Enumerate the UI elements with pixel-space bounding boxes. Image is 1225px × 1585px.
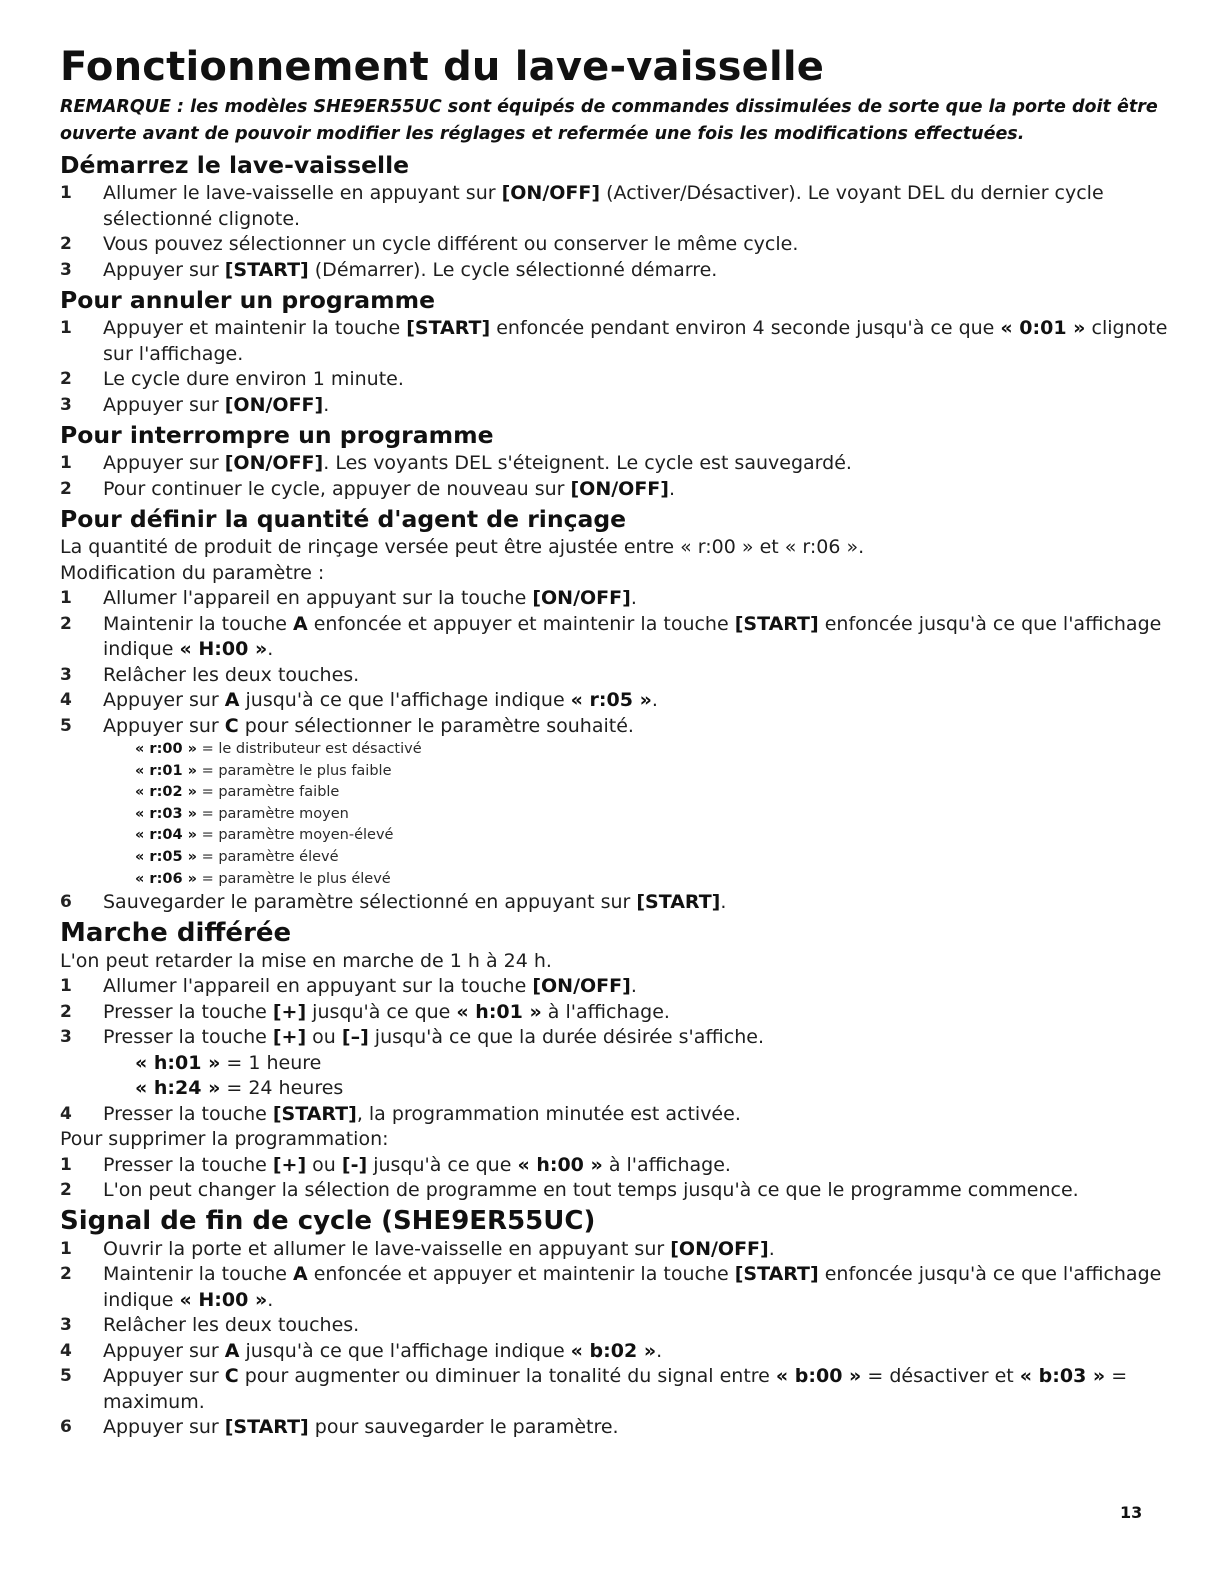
list-item: 2 Maintenir la touche A enfoncée et appuyer et maintenir la touche [START] enfoncée jusqu'à ce que l'affichage indique « H:00 ». xyxy=(60,612,1162,660)
list-item: 3 Relâcher les deux touches. xyxy=(60,1314,360,1337)
delay-intro: L'on peut retarder la mise en marche de 1 h à 24 h. xyxy=(60,949,552,972)
list-item: 2 Presser la touche [+] jusqu'à ce que « h:01 » à l'affichage. xyxy=(60,1000,670,1023)
steps-pause xyxy=(60,451,1170,502)
list-item: 2 Maintenir la touche A enfoncée et appuyer et maintenir la touche [START] enfoncée jusqu'à ce que l'affichage indique « H:00 ». xyxy=(60,1263,1162,1311)
list-item: 2 Pour continuer le cycle, appuyer de nouveau sur [ON/OFF]. xyxy=(60,477,676,500)
setting-item: « r:06 » = paramètre le plus élevé xyxy=(135,870,391,887)
steps-delay-cancel xyxy=(60,1153,1170,1204)
list-item: 4 Appuyer sur A jusqu'à ce que l'affichage indique « b:02 ». xyxy=(60,1339,663,1362)
heading-end-signal: Signal de fin de cycle (SHE9ER55UC) xyxy=(60,1205,596,1236)
setting-item: « r:01 » = paramètre le plus faible xyxy=(135,762,392,779)
list-item: 3 Appuyer sur [ON/OFF]. xyxy=(60,393,330,416)
list-item: 3 Presser la touche [+] ou [–] jusqu'à ce que la durée désirée s'affiche. xyxy=(60,1026,765,1049)
list-item: 1 Appuyer sur [ON/OFF]. Les voyants DEL s'éteignent. Le cycle est sauvegardé. xyxy=(60,452,852,474)
steps-delay xyxy=(60,974,1170,1051)
heading-delay-start: Marche différée xyxy=(60,917,292,948)
steps-cancel xyxy=(60,316,1170,418)
setting-item: « r:03 » = paramètre moyen xyxy=(135,805,349,822)
list-item: 1 Allumer le lave-vaisselle en appuyant sur [ON/OFF] (Activer/Désactiver). Le voyant DEL du dernier cycle sélectionné clignote. xyxy=(60,182,1104,230)
list-item: 1 Allumer l'appareil en appuyant sur la touche [ON/OFF]. xyxy=(60,587,637,609)
list-item: 6 Sauvegarder le paramètre sélectionné en appuyant sur [START]. xyxy=(60,891,727,914)
heading-start: Démarrez le lave-vaisselle xyxy=(60,151,410,179)
list-item: 3 Relâcher les deux touches. xyxy=(60,663,360,686)
steps-rinse xyxy=(60,586,1170,739)
list-item: 5 Appuyer sur C pour augmenter ou diminuer la tonalité du signal entre « b:00 » = désactiver et « b:03 » = maximum. xyxy=(60,1365,1128,1413)
setting-item: « r:04 » = paramètre moyen-élevé xyxy=(135,827,394,844)
list-item: 5 Appuyer sur C pour sélectionner le paramètre souhaité. xyxy=(60,714,634,737)
list-item: 4 Appuyer sur A jusqu'à ce que l'affichage indique « r:05 ». xyxy=(60,689,658,711)
heading-rinse-aid: Pour définir la quantité d'agent de rinçage xyxy=(60,505,627,533)
delay-cancel-intro: Pour supprimer la programmation: xyxy=(60,1128,389,1151)
setting-item: « r:02 » = paramètre faible xyxy=(135,784,340,801)
list-item: 1 Presser la touche [+] ou [-] jusqu'à ce que « h:00 » à l'affichage. xyxy=(60,1153,731,1176)
note-remark: REMARQUE : les modèles SHE9ER55UC sont équipés de commandes dissimulées de sorte que la porte doit être ouverte avant de pouvoir modifier les réglages et refermée une fois les modifications effectuées. xyxy=(60,97,1158,144)
hour-item: « h:01 » = 1 heure xyxy=(135,1051,322,1074)
steps-start xyxy=(60,181,1170,283)
hour-item: « h:24 » = 24 heures xyxy=(135,1077,344,1100)
heading-pause: Pour interrompre un programme xyxy=(60,421,494,449)
page-number: 13 xyxy=(1120,1503,1143,1522)
rinse-intro: La quantité de produit de rinçage versée peut être ajustée entre « r:00 » et « r:06 ». xyxy=(60,536,865,558)
setting-item: « r:05 » = paramètre élevé xyxy=(135,848,339,865)
heading-cancel: Pour annuler un programme xyxy=(60,286,436,314)
list-item: 1 Allumer l'appareil en appuyant sur la touche [ON/OFF]. xyxy=(60,975,637,998)
setting-item: « r:00 » = le distributeur est désactivé xyxy=(135,741,422,757)
list-item: 2 L'on peut changer la sélection de programme en tout temps jusqu'à ce que le programme commence. xyxy=(60,1179,1079,1202)
list-item: 1 Appuyer et maintenir la touche [START] enfoncée pendant environ 4 seconde jusqu'à ce que « 0:01 » clignote sur l'affichage. xyxy=(60,317,1168,365)
list-item: 1 Ouvrir la porte et allumer le lave-vaisselle en appuyant sur [ON/OFF]. xyxy=(60,1237,775,1260)
manual-page xyxy=(60,40,1170,1441)
rinse-settings-list xyxy=(60,739,1170,890)
list-item: 3 Appuyer sur [START] (Démarrer). Le cycle sélectionné démarre. xyxy=(60,258,718,281)
rinse-intro-2: Modification du paramètre : xyxy=(60,561,325,584)
steps-signal xyxy=(60,1237,1170,1441)
delay-hours-list xyxy=(60,1051,1170,1102)
list-item: 2 Vous pouvez sélectionner un cycle différent ou conserver le même cycle. xyxy=(60,233,799,255)
list-item: 2 Le cycle dure environ 1 minute. xyxy=(60,368,404,390)
list-item: 4 Presser la touche [START], la programmation minutée est activée. xyxy=(60,1102,741,1125)
list-item: 6 Appuyer sur [START] pour sauvegarder le paramètre. xyxy=(60,1416,619,1439)
page-title: Fonctionnement du lave-vaisselle xyxy=(60,44,825,90)
